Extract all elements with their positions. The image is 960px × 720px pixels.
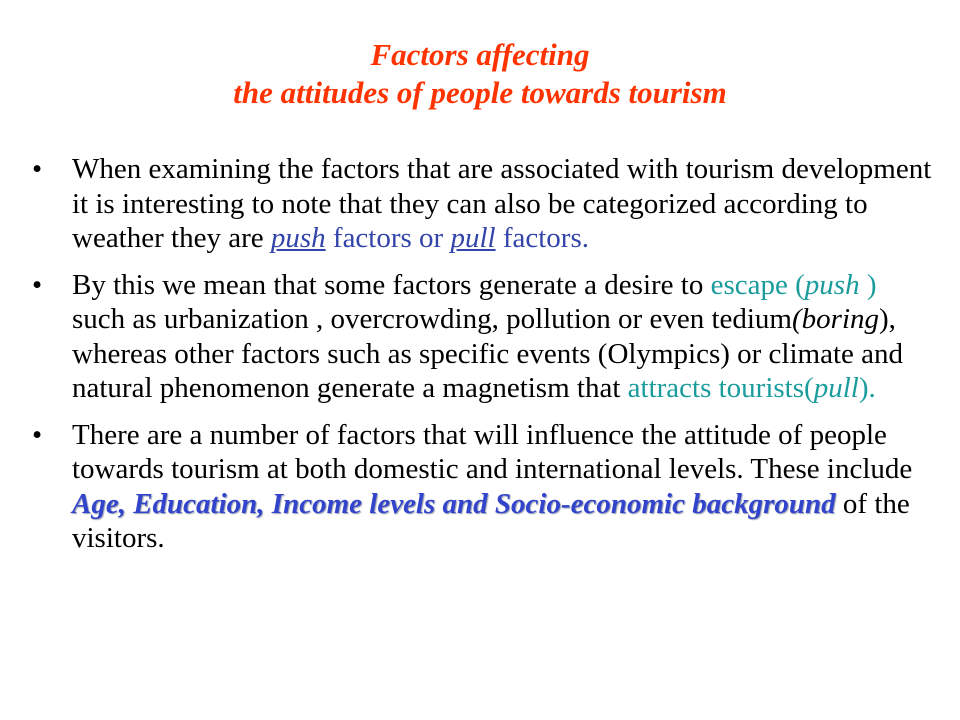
bullet-dot-icon: •	[32, 418, 43, 451]
bullet-dot-icon: •	[32, 153, 43, 185]
bullet-item-3	[32, 418, 932, 556]
escape-close: )	[859, 268, 877, 301]
push-term-2: push	[804, 268, 860, 301]
title-line-1: Factors affecting	[370, 37, 590, 72]
attracts-term: attracts tourists(	[627, 372, 814, 404]
boring-open: (	[792, 303, 802, 335]
bullet-3-text-b: of the visitors.	[72, 487, 910, 554]
pull-term-2: pull	[813, 372, 859, 404]
boring-term: boring	[801, 303, 880, 335]
bullet-item-1	[32, 152, 932, 256]
slide-title	[0, 36, 960, 112]
bullet-1-text-c: factors.	[495, 222, 589, 254]
bullet-1-text-b: factors or	[325, 222, 451, 254]
title-line-2: the attitudes of people towards tourism	[233, 75, 727, 110]
bullet-list	[32, 152, 932, 568]
bullet-2-text-c: ), whereas other factors such as specific events (Olympics) or climate and natural phenomenon generate a magnetism that	[72, 303, 904, 404]
push-term: push	[270, 222, 326, 254]
bullet-1-text-a: When examining the factors that are associated with tourism development it is interesting to note that they can also be categorized according to weather they are	[72, 153, 932, 254]
bullet-2-text-a: By this we mean that some factors generate a desire to	[72, 268, 711, 301]
attracts-close: ).	[858, 372, 876, 404]
bullet-3-text-a: There are a number of factors that will influence the attitude of people towards tourism at both domestic and international levels. These include	[72, 418, 913, 485]
bullet-dot-icon: •	[32, 268, 43, 301]
bullet-2-text-b: such as urbanization , overcrowding, pollution or even tedium	[72, 303, 792, 335]
pull-term: pull	[450, 222, 496, 254]
bullet-item-2	[32, 268, 932, 406]
factors-highlight: Age, Education, Income levels and Socio-economic background	[72, 487, 836, 520]
escape-term: escape (	[710, 268, 805, 301]
